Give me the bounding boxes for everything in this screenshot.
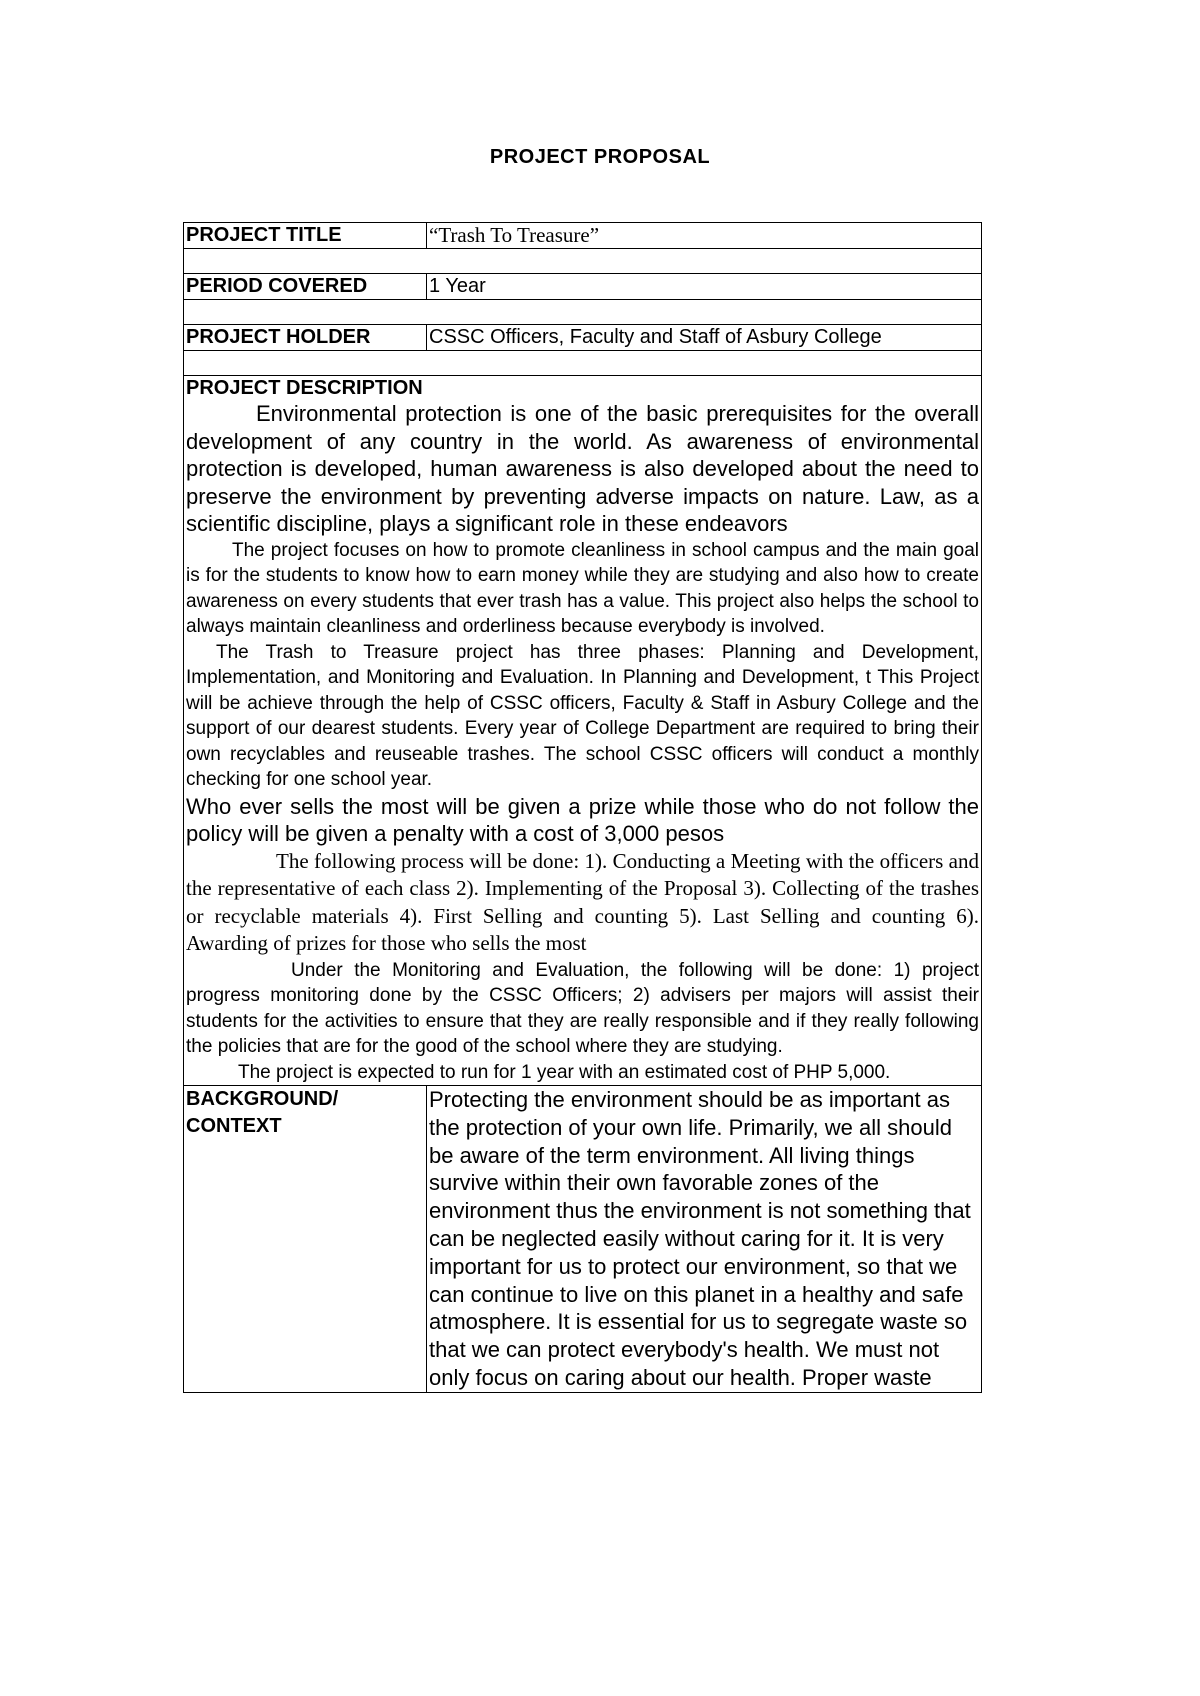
period-covered-value: 1 Year — [427, 274, 982, 300]
project-description-label: PROJECT DESCRIPTION — [186, 377, 423, 399]
description-paragraph: Environmental protection is one of the basic prerequisites for the overall development of any country in the world. As awareness of environmental protection is developed, human awareness is also developed about the need to preserve the environment by preventing adverse impacts on nature. Law, as a scientific discipline, plays a significant role in these endeavors — [186, 401, 979, 536]
project-title-label: PROJECT TITLE — [184, 223, 427, 249]
blank-row — [184, 351, 982, 376]
project-title-value: “Trash To Treasure” — [427, 223, 982, 249]
description-paragraph: The project focuses on how to promote cleanliness in school campus and the main goal is for the students to know how to earn money while they are studying and also how to create awareness on every students that ever trash has a value. This project also helps the school to always maintain cleanliness and orderliness because everybody is involved. — [186, 539, 979, 637]
row-project-title — [184, 223, 982, 249]
blank-row — [184, 249, 982, 274]
row-project-description — [184, 376, 982, 1086]
project-description-cell — [184, 376, 982, 1086]
description-paragraph: The Trash to Treasure project has three phases: Planning and Development, Implementation, and Monitoring and Evaluation. In Planning and Development, t This Project will be achieve through the help of CSSC officers, Faculty & Staff in Asbury College and the support of our dearest students. Every year of College Department are required to bring their own recyclables and reuseable trashes. The school CSSC officers will conduct a monthly checking for one school year. — [186, 641, 979, 790]
background-context-label: BACKGROUND/ CONTEXT — [184, 1086, 427, 1393]
proposal-table — [183, 222, 982, 1393]
project-holder-value: CSSC Officers, Faculty and Staff of Asbury College — [427, 325, 982, 351]
row-period-covered — [184, 274, 982, 300]
description-paragraph: The project is expected to run for 1 year with an estimated cost of PHP 5,000. — [238, 1061, 891, 1083]
background-context-value: Protecting the environment should be as important as the protection of your own life. Primarily, we all should be aware of the term environment. All living things survive within their own favorable zones of the environment thus the environment is not something that can be neglected easily without caring for it. It is very important for us to protect our environment, so that we can continue to live on this planet in a healthy and safe atmosphere. It is essential for us to segregate waste so that we can protect everybody's health. We must not only focus on caring about our health. Proper waste — [427, 1086, 982, 1393]
period-covered-label: PERIOD COVERED — [184, 274, 427, 300]
row-background-context — [184, 1086, 982, 1393]
description-paragraph: The following process will be done: 1). Conducting a Meeting with the officers and the representative of each class 2). Implementing of the Proposal 3). Collecting of the trashes or recyclable materials 4). First Selling and counting 5). Last Selling and counting 6). Awarding of prizes for those who sells the most — [186, 848, 979, 955]
project-holder-label: PROJECT HOLDER — [184, 325, 427, 351]
row-project-holder — [184, 325, 982, 351]
document-title: PROJECT PROPOSAL — [489, 146, 711, 168]
blank-row — [184, 300, 982, 325]
description-paragraph: Under the Monitoring and Evaluation, the following will be done: 1) project progress monitoring done by the CSSC Officers; 2) advisers per majors will assist their students for the activities to ensure that they are really responsible and if they really following the policies that are for the good of the school where they are studying. — [186, 959, 979, 1057]
description-paragraph: Who ever sells the most will be given a prize while those who do not follow the policy will be given a penalty with a cost of 3,000 pesos — [186, 793, 979, 846]
